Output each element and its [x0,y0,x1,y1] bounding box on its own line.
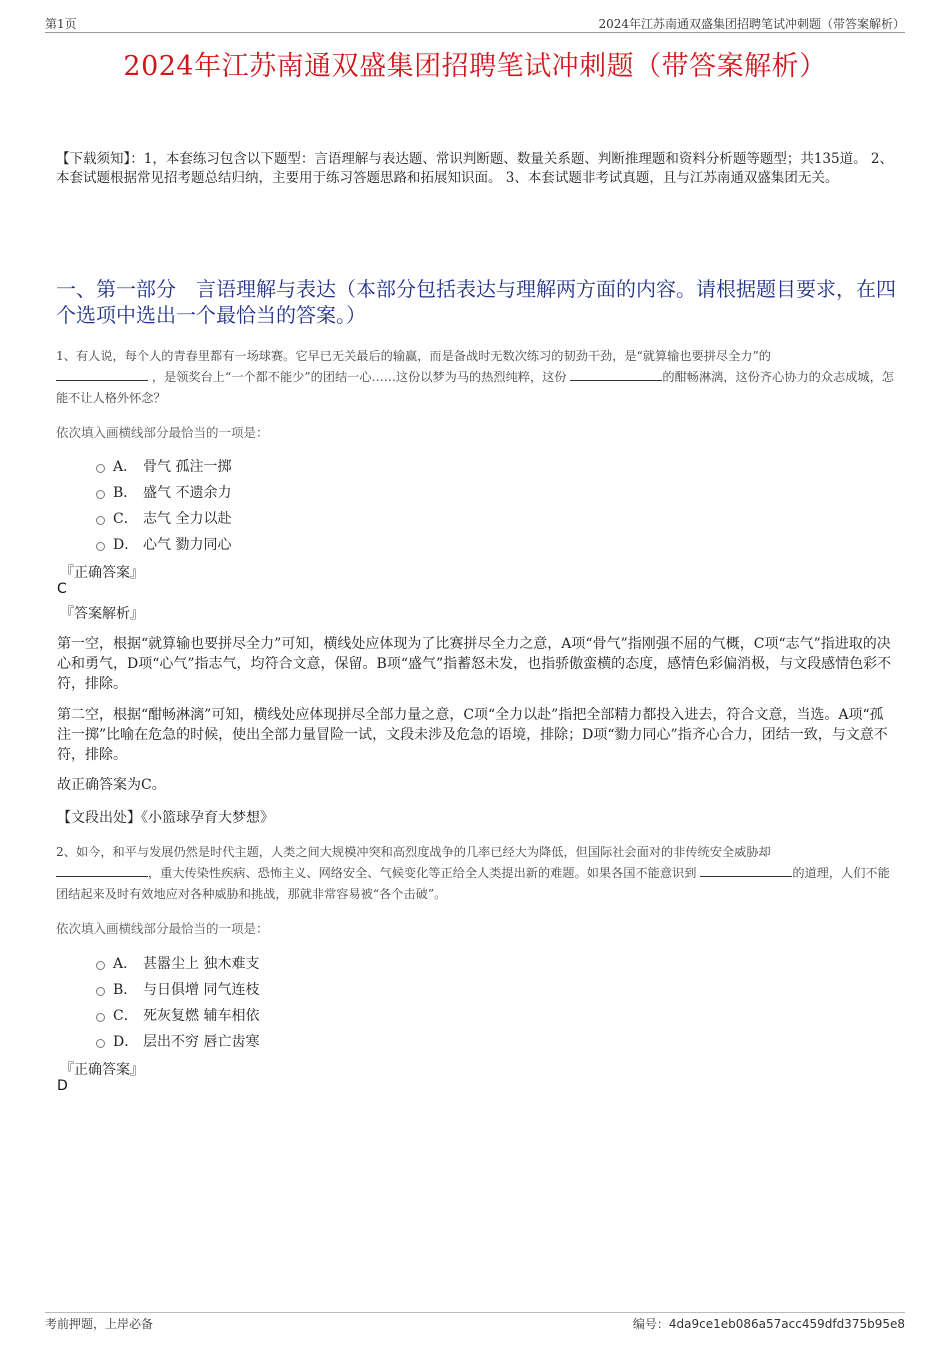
option-text: 心气 勠力同心 [143,537,232,553]
answer-label: 『正确答案』 [60,1062,144,1078]
document-title: 2024年江苏南通双盛集团招聘笔试冲刺题（带答案解析） [123,51,827,82]
analysis-paragraph-1: 第一空，根据“就算输也要拼尽全力”可知，横线处应体现为了比赛拼尽全力之意，A项“骨气”指刚强不屈的气概，C项“志气”指进取的决心和勇气，D项“心气”指志气，均符合文意，保留。B项“盛气”指蓄怒未发，也指骄傲蛮横的态度，感情色彩偏消极，与文段感情色彩不符，排除。 [57,636,892,692]
option-b[interactable] [96,479,231,505]
footer-code [633,1315,905,1332]
question-2-text-a: 2、如今，和平与发展仍然是时代主题，人类之间大规模冲突和高烈度战争的几率已经大为降低，但国际社会面对的非传统安全威胁却 [56,845,771,859]
footer-code-value: 4da9ce1eb086a57acc459dfd375b95e8 [668,1317,905,1331]
option-letter: A． [113,459,138,475]
option-a[interactable] [96,453,231,479]
option-letter: C． [113,1008,138,1024]
option-c[interactable] [96,505,231,531]
option-text: 死灰复燃 辅车相依 [143,1008,260,1024]
option-text: 层出不穷 唇亡齿寒 [143,1034,260,1050]
option-letter: B． [113,485,138,501]
option-c[interactable] [96,1002,259,1028]
question-2-options [96,950,259,1054]
answer-blank [570,368,662,381]
question-2-text-b: ，重大传染性疾病、恐怖主义、网络安全、气候变化等正给全人类提出新的难题。如果各国不能意识到 [148,866,697,880]
question-1-text-c: 的酣畅淋漓，这份齐心协力的众志成城，怎能不让人格外怀念？ [56,370,894,405]
option-text: 志气 全力以赴 [143,511,232,527]
radio-icon[interactable] [96,987,105,996]
question-1-text-a: 1、有人说，每个人的青春里都有一场球赛。它早已无关最后的输赢，而是备战时无数次练习的韧劲干劲，是“就算输也要拼尽全力”的 [56,349,771,363]
header-doc-title: 2024年江苏南通双盛集团招聘笔试冲刺题（带答案解析） [598,17,905,31]
text-source: 【文段出处】《小篮球孕育大梦想》 [57,810,274,826]
option-letter: A． [113,956,138,972]
question-1-text-b: ，是领奖台上“一个都不能少”的团结一心……这份以梦为马的热烈纯粹，这份 [151,370,567,384]
answer-blank [56,864,148,877]
option-text: 骨气 孤注一掷 [143,459,232,475]
radio-icon[interactable] [96,961,105,970]
option-d[interactable] [96,531,231,557]
option-letter: C． [113,511,138,527]
analysis-label: 『答案解析』 [60,606,144,622]
question-2-text [56,842,896,905]
option-d[interactable] [96,1028,259,1054]
footer-slogan: 考前押题，上岸必备 [45,1317,154,1331]
page-number: 第1页 [45,17,77,31]
analysis-paragraph-2: 第二空，根据“酣畅淋漓”可知，横线处应体现拼尽全部力量之意，C项“全力以赴”指把全部精力都投入进去，符合文意，当选。A项“孤注一掷”比喻在危急的时候，使出全部力量冒险一试，文段未涉及危急的语境，排除；D项“勠力同心”指齐心合力，团结一致，与文意不符，排除。 [57,707,888,763]
radio-icon[interactable] [96,542,105,551]
question-2-text-c: 的道理，人们不能团结起来及时有效地应对各种威胁和挑战，那就非常容易被“各个击破”。 [56,866,890,901]
footer-code-label: 编号： [632,1317,669,1331]
option-text: 甚嚣尘上 独木难支 [143,956,260,972]
radio-icon[interactable] [96,1013,105,1022]
section-heading: 一、第一部分 言语理解与表达（本部分包括表达与理解两方面的内容。请根据题目要求，在四个选项中选出一个最恰当的答案。） [56,277,896,327]
question-1-options [96,453,231,557]
question-1-text [56,346,896,409]
option-text: 与日俱增 同气连枝 [143,982,260,998]
option-b[interactable] [96,976,259,1002]
answer-value: C [57,581,67,597]
radio-icon[interactable] [96,464,105,473]
radio-icon[interactable] [96,490,105,499]
answer-blank [700,864,792,877]
answer-blank [56,368,148,381]
download-notice: 【下载须知】：1，本套练习包含以下题型：言语理解与表达题、常识判断题、数量关系题、判断推理题和资料分析题等题型；共135道。 2、本套试题根据常见招考题总结归纳，主要用于练习答题思路和拓展知识面。 3、本套试题非考试真题，且与江苏南通双盛集团无关。 [56,151,893,186]
question-1-prompt: 依次填入画横线部分最恰当的一项是： [56,425,269,440]
question-2-prompt: 依次填入画横线部分最恰当的一项是： [56,921,269,936]
answer-label: 『正确答案』 [60,565,144,581]
answer-value: D [57,1078,68,1094]
option-a[interactable] [96,950,259,976]
option-letter: B． [113,982,138,998]
radio-icon[interactable] [96,1039,105,1048]
option-letter: D． [113,537,139,553]
page-header [45,14,905,33]
page-footer [45,1312,905,1333]
option-text: 盛气 不遗余力 [143,485,232,501]
option-letter: D． [113,1034,139,1050]
radio-icon[interactable] [96,516,105,525]
analysis-conclusion: 故正确答案为C。 [57,777,166,793]
